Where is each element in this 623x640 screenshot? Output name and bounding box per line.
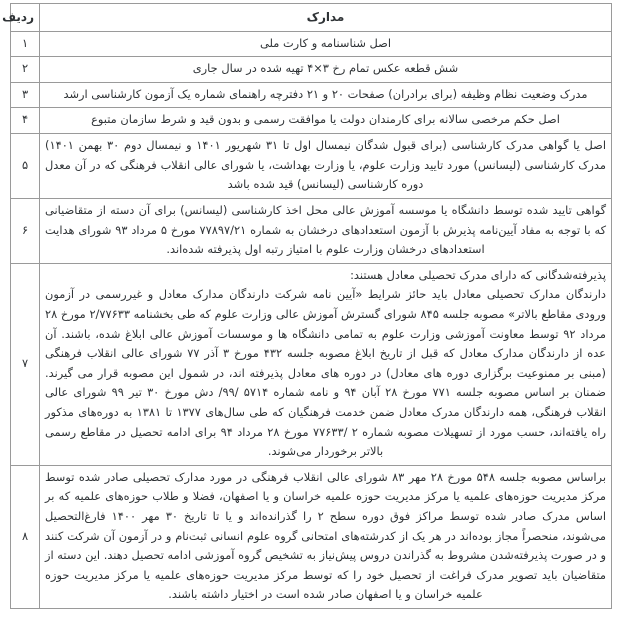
documents-cell	[40, 263, 612, 465]
table-row	[11, 465, 612, 608]
table-header	[2, 4, 612, 32]
column-header-documents: مدارک	[40, 4, 612, 32]
row-index-cell: ۳	[11, 82, 40, 108]
table-row	[11, 198, 612, 263]
table-row	[11, 263, 612, 465]
documents-cell	[40, 108, 612, 134]
documents-cell	[40, 31, 612, 57]
documents-cell	[40, 82, 612, 108]
documents-table	[2, 3, 612, 609]
table-row	[11, 31, 612, 57]
documents-cell-paragraph: اصل شناسنامه و کارت ملی	[259, 35, 392, 50]
row-index-cell: ۷	[11, 263, 40, 465]
documents-cell-paragraph: اصل یا گواهی مدرک کارشناسی (برای قبول شدگان نیمسال اول تا ۳۱ شهریور ۱۴۰۱ و نیمسال دوم ۳۰ بهمن ۱۴۰۱) مدرک کارشناسی (لیسانس) مورد تایید وزارت علوم، یا وزارت بهداشت، یا شورای عالی انقلاب فرهنگی که در آن معدل دوره کارشناسی (لیسانس) قید شده باشد	[45, 138, 606, 192]
table-body	[11, 31, 612, 608]
documents-cell-paragraph: دارندگان مدارک تحصیلی معادل باید حائز شرایط «آیین نامه شرکت دارندگان مدارک معادل و غیررسمی در آزمون ورودی مقاطع بالاتر» مصوبه جلسه ۸۴۵ شورای گسترش آموزش عالی وزارت علوم که طی بخشنامه ۲/۷۷۶۳۳ مورخ ۲۸ مرداد ۹۲ توسط معاونت آموزشی وزارت علوم به تمامی دانشگاه ها و موسسات آموزش عالی ابلاغ شده، باشند. آن عده از دارندگان مدارک معادل که قبل از تاریخ ابلاغ مصوبه جلسه ۴۳۲ مورخ ۳ آذر ۷۷ شورای عالی انقلاب فرهنگی (مبنی بر ممنوعیت برگزاری دوره های معادل) در دوره های معادل پذیرفته اند، در شمول این مصوبه قرار می گیرند. ضمنان بر اساس مصوبه جلسه ۷۷۱ مورخ ۲۸ آبان ۹۴ و نامه شماره ۵۷۱۴ /۹۹/ دش مورخ ۳۰ تیر ۹۹ شورای عالی انقلاب فرهنگی، همه دارندگان مدرک معادل ضمن خدمت فرهنگیان که طی سال‌های ۱۳۷۷ تا ۱۳۸۱ به دوره‌های مذکور راه یافته‌اند، حسب مورد از تسهیلات مصوبه شماره ۲ /۷۷۶۳۳ مورخ ۲۸ مرداد ۹۴ برای ادامه تحصیل در مقاطع رسمی بالاتر برخوردار می‌شوند.	[45, 287, 607, 459]
documents-cell-paragraph: اصل حکم مرخصی سالانه برای کارمندان دولت یا موافقت رسمی و بدون قید و شرط سازمان متبوع	[91, 112, 560, 127]
documents-cell	[40, 198, 612, 263]
row-index-cell: ۱	[11, 31, 40, 57]
documents-cell	[40, 465, 612, 608]
table-row	[11, 134, 612, 199]
documents-cell-paragraph: شش قطعه عکس تمام رخ ۳×۴ تهیه شده در سال جاری	[192, 61, 459, 76]
row-index-cell: ۶	[11, 198, 40, 263]
row-index-cell: ۸	[11, 465, 40, 608]
row-index-cell: ۲	[11, 57, 40, 83]
table-row	[11, 108, 612, 134]
table-row	[11, 82, 612, 108]
row-index-cell: ۵	[11, 134, 40, 199]
table-header-row	[11, 4, 612, 32]
column-header-index: ردیف	[11, 4, 40, 32]
documents-cell-paragraph: گواهی تایید شده توسط دانشگاه یا موسسه آموزش عالی محل اخذ کارشناسی (لیسانس) برای آن دسته از متقاضیانی که با توجه به مفاد آیین‌نامه پذیرش با آزمون استعدادهای درخشان به شماره ۷۷۸۹۷/۲۱ مورخ ۵ مرداد ۹۳ شورای هدایت استعدادهای درخشان وزارت علوم با امتیاز رتبه اول پذیرفته شده‌اند.	[45, 202, 606, 257]
documents-cell	[40, 134, 612, 199]
documents-cell-paragraph: مدرک وضعیت نظام وظیفه (برای برادران) صفحات ۲۰ و ۲۱ دفترچه راهنمای شماره یک آزمون کارشناسی ارشد	[63, 86, 588, 101]
documents-cell-lead: پذیرفته‌شدگانی که دارای مدرک تحصیلی معادل هستند:	[350, 267, 606, 282]
row-index-cell: ۴	[11, 108, 40, 134]
documents-cell-paragraph: براساس مصوبه جلسه ۵۴۸ مورخ ۲۸ مهر ۸۳ شورای عالی انقلاب فرهنگی در مورد مدارک تحصیلی صادر شده توسط مرکز مدیریت حوزه‌های علمیه یا مرکز مدیریت حوزه علمیه خراسان و یا اصفهان، فضلا و طلاب حوزه‌های علمیه که بر اساس مدرک صادر شده توسط مراکز فوق دوره سطح ۲ را گذرانده‌اند و یا تا تاریخ ۳۰ مهر ۱۴۰۰ فارغ‌التحصیل می‌شوند، منحصراً مجاز بوده‌اند در هر یک از کدرشته‌های امتحانی گروه علوم انسانی ثبت‌نام و در آزمون آن شرکت کنند و در صورت پذیرفته‌شدن مشروط به گذراندن دروس پیش‌نیاز به تشخیص گروه آموزشی ادامه تحصیل دهند. این دسته از متقاضیان باید تصویر مدرک فراغت از تحصیل خود را که توسط مرکز مدیریت حوزه‌های علمیه یا مرکز مدیریت حوزه علمیه خراسان و یا اصفهان صادر شده است در اختیار داشته باشند.	[45, 469, 607, 602]
table-row	[11, 57, 612, 83]
documents-cell	[40, 57, 612, 83]
